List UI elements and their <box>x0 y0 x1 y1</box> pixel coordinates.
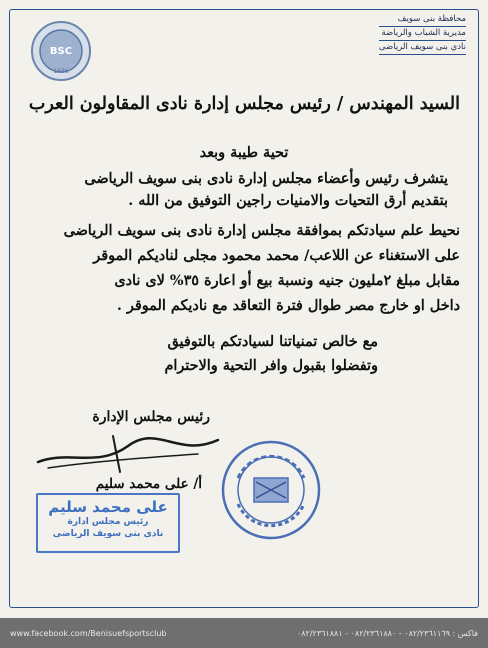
paragraph-line: بتقديم أرق التحيات والامنيات راجين التوفيق من الله . <box>128 192 448 209</box>
handwritten-signature <box>18 428 228 476</box>
addressee: السيد المهندس / رئيس مجلس إدارة نادى المقاولون العرب <box>28 94 460 114</box>
name-stamp <box>36 493 180 553</box>
footer-bar <box>0 618 488 648</box>
org-header-line: محافظة بنى سويف <box>379 13 466 27</box>
paragraph-line: داخل او خارج مصر طوال فترة التعاقد مع ناديكم الموقر . <box>116 297 460 314</box>
org-header <box>379 13 466 55</box>
letter-body <box>26 94 460 114</box>
stamp-line: رئيس مجلس ادارة <box>67 517 149 527</box>
paragraph-line: نحيط علم سيادتكم بموافقة مجلس إدارة نادى بنى سويف الرياضى <box>63 222 460 239</box>
round-seal-icon <box>218 438 324 542</box>
club-logo-icon <box>30 18 92 84</box>
footer-website: www.facebook.com/Benisuefsportsclub <box>10 628 167 638</box>
paragraph-line: يتشرف رئيس وأعضاء مجلس إدارة نادى بنى سويف الرياضى <box>84 170 448 187</box>
stamp-line: نادى بنى سويف الرياضى <box>52 529 164 539</box>
org-header-line: مديرية الشباب والرياضة <box>379 27 466 41</box>
closing-line: وتفضلوا بقبول وافر التحية والاحترام <box>164 357 378 374</box>
signature-title: رئيس مجلس الإدارة <box>92 409 210 425</box>
footer-phones: فاكس : ٠٨٢/٢٣٦١١٦٩ - ٠٨٢/٢٣٦١٨٨٠ - ٠٨٢/٢٣٦١٨٨١ <box>296 628 478 638</box>
svg-text:BSC: BSC <box>49 46 73 57</box>
stamp-name: على محمد سليم <box>48 498 168 516</box>
org-header-line: نادي بنى سويف الرياضى <box>379 41 466 55</box>
paragraph-line: على الاستغناء عن اللاعب/ محمد محمود مجلى لناديكم الموقر <box>93 247 460 264</box>
closing-line: مع خالص تمنياتنا لسيادتكم بالتوفيق <box>167 333 378 350</box>
svg-text:1936: 1936 <box>53 68 69 75</box>
signer-name: أ/ على محمد سليم <box>95 476 202 492</box>
paragraph-line: مقابل مبلغ ٢مليون جنيه ونسبة بيع أو اعارة ٣٥% لاى نادى <box>114 272 460 289</box>
greeting: تحية طيبة وبعد <box>199 144 289 161</box>
